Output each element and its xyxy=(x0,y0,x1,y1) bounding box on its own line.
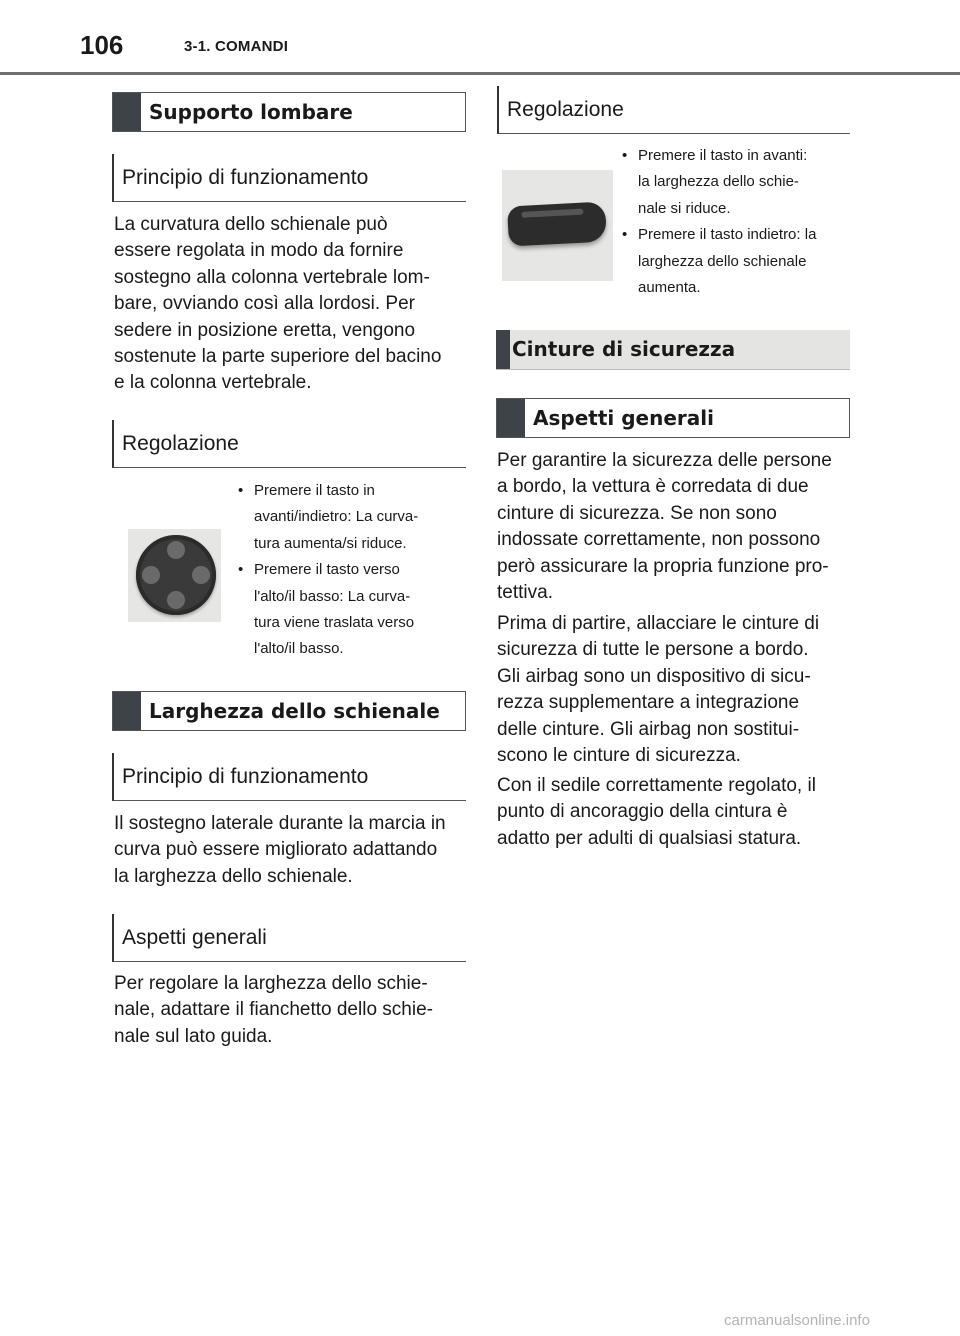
section-tab xyxy=(113,692,141,730)
nub-right-icon xyxy=(192,566,210,584)
subheading-label: Regolazione xyxy=(122,432,239,455)
lumbar-adjust-bullets xyxy=(236,478,466,663)
subheading-general-width xyxy=(112,914,466,962)
section-heading-belts-general xyxy=(496,398,850,438)
chapter-label: 3-1. COMANDI xyxy=(184,38,289,55)
watermark: carmanualsonline.info xyxy=(724,1312,870,1329)
paragraph-belts-2: Prima di partire, allacciare le cinture di sicurezza di tutte le persone a bordo. Gli airbag sono un dispositivo di sicu- rezza supplementare a integrazione delle cinture. Gli airbag non sostitui- scono le cinture di sicurezza. xyxy=(497,613,820,767)
paragraph-width-general: Per regolare la larghezza dello schie- nale, adattare il fianchetto dello schie- nale sul lato guida. xyxy=(114,973,433,1047)
paragraph-width-principle: Il sostegno laterale durante la marcia in curva può essere migliorato adattando la larghezza dello schienale. xyxy=(114,813,446,887)
bullet-item: • Premere il tasto indietro: la larghezza dello schienale aumenta. xyxy=(620,222,850,301)
paragraph-belts-1: Per garantire la sicurezza delle persone a bordo, la vettura è corredata di due cinture di sicurezza. Se non sono indossate correttamente, non possono però assicurare la propria funzione pro- tettiva. xyxy=(497,450,832,604)
bullet-item: • Premere il tasto in avanti/indietro: La curva- tura aumenta/si riduce. xyxy=(236,478,466,557)
subheading-label: Principio di funzionamento xyxy=(122,765,369,788)
width-adjust-bullets xyxy=(620,143,850,301)
subheading-principle-lumbar xyxy=(112,154,466,202)
subheading-label: Aspetti generali xyxy=(122,926,267,949)
section-heading-label: Larghezza dello schienale xyxy=(149,699,440,723)
lumbar-switch-image xyxy=(128,529,221,622)
paragraph-belts-3: Con il sedile correttamente regolato, il punto di ancoraggio della cintura è adatto per adulti di qualsiasi statura. xyxy=(497,775,816,849)
chapter-heading-seat-belts xyxy=(496,330,850,370)
section-heading-label: Supporto lombare xyxy=(149,100,353,124)
subheading-principle-width xyxy=(112,753,466,801)
nub-down-icon xyxy=(167,591,185,609)
bullet-item: • Premere il tasto in avanti: la larghezza dello schie- nale si riduce. xyxy=(620,143,850,222)
switch-highlight xyxy=(521,209,583,218)
section-heading-label: Aspetti generali xyxy=(533,406,714,430)
paragraph-lumbar-principle: La curvatura dello schienale può essere regolata in modo da fornire sostegno alla colonna vertebrale lom- bare, ovviando così alla lordosi. Per sedere in posizione eretta, vengono sostenute la parte superiore del bacino e la colonna vertebrale. xyxy=(114,214,442,394)
width-switch-image xyxy=(502,170,613,281)
subheading-label: Regolazione xyxy=(507,98,624,121)
header-rule xyxy=(0,72,960,75)
section-heading-backrest-width xyxy=(112,691,466,731)
section-heading-label: Cinture di sicurezza xyxy=(512,337,736,361)
section-heading-lumbar xyxy=(112,92,466,132)
section-tab xyxy=(496,330,510,369)
lumbar-joystick-icon xyxy=(136,535,216,615)
subheading-adjust-lumbar xyxy=(112,420,466,468)
backrest-width-switch-icon xyxy=(507,201,607,246)
section-tab xyxy=(497,399,525,437)
nub-up-icon xyxy=(167,541,185,559)
bullet-item: • Premere il tasto verso l'alto/il basso: La curva- tura viene traslata verso l'alto/il basso. xyxy=(236,557,466,663)
subheading-label: Principio di funzionamento xyxy=(122,166,369,189)
page-number: 106 xyxy=(80,30,124,60)
subheading-adjust-width xyxy=(497,86,850,134)
nub-left-icon xyxy=(142,566,160,584)
section-tab xyxy=(113,93,141,131)
